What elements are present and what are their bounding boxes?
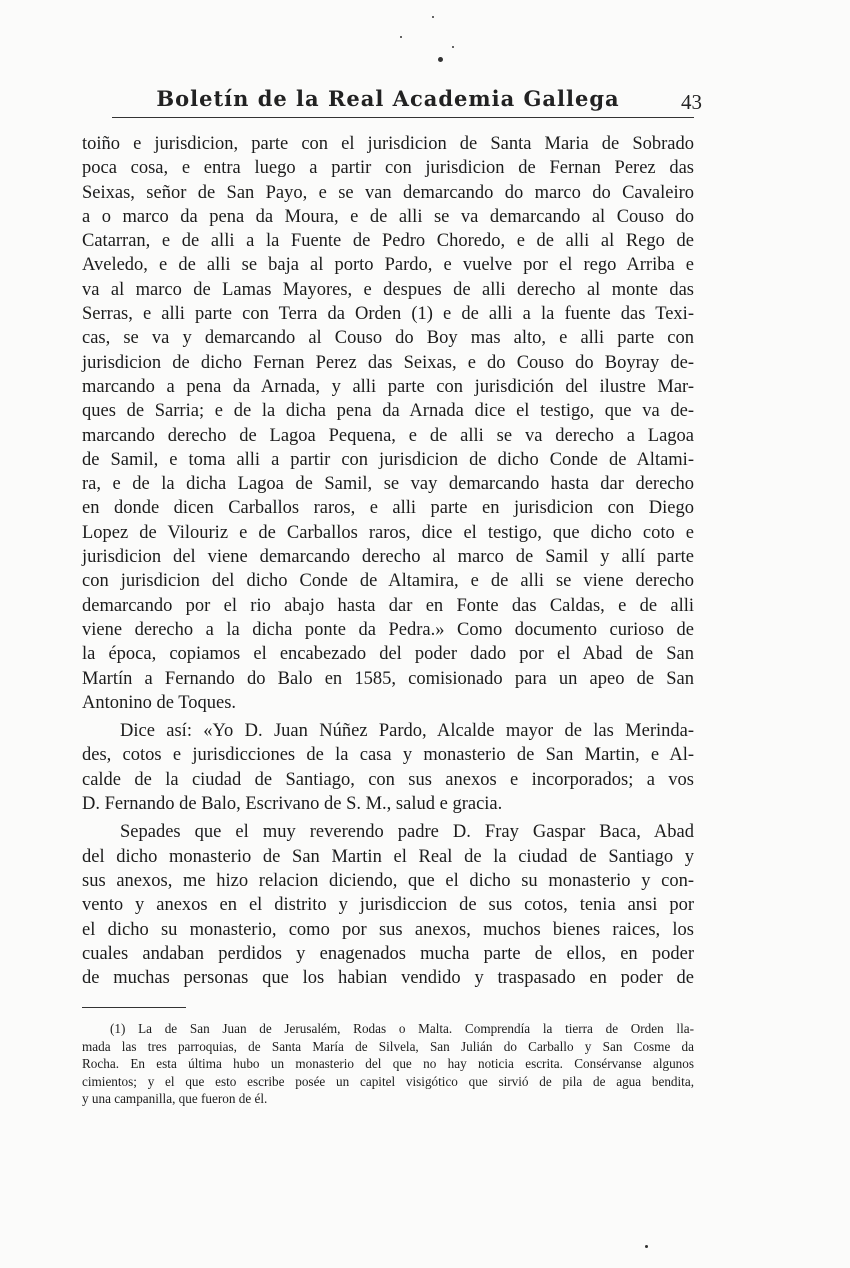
text-line: marcando derecho de Lagoa Pequena, e de alli se va derecho a Lagoa: [82, 425, 694, 446]
footnote-line: cimientos; y el que esto escribe posée un capitel visigótico que sirvió de pila de agua bendita,: [82, 1073, 694, 1089]
text-line: Sepades que el muy reverendo padre D. Fray Gaspar Baca, Abad: [120, 822, 694, 843]
text-line: cas, se va y demarcando al Couso do Boy mas alto, e alli parte con: [82, 328, 694, 349]
text-line: de Samil, e toma alli a partir con jurisdicion de dicho Conde de Altami-: [82, 449, 694, 470]
header-rule: [112, 117, 694, 118]
text-line: des, cotos e jurisdicciones de la casa y monasterio de San Martin, e Al-: [82, 745, 694, 766]
footnote-line: y una campanilla, que fueron de él.: [82, 1091, 268, 1106]
text-line: demarcando por el rio abajo hasta dar en Fonte das Caldas, e de alli: [82, 595, 694, 616]
text-line: Lopez de Vilouriz e de Carballos raros, dice el testigo, que dicho coto e: [82, 522, 694, 543]
text-line: del dicho monasterio de San Martin el Real de la ciudad de Santiago y: [82, 846, 694, 867]
scan-speck: [432, 16, 434, 18]
text-line: sus anexos, me hizo relacion diciendo, que el dicho su monasterio y con-: [82, 870, 694, 891]
text-line: va al marco de Lamas Mayores, e despues de alli derecho al monte das: [82, 279, 694, 300]
text-line: jurisdicion del viene demarcando derecho al marco de Samil y allí parte: [82, 547, 694, 568]
footnotes: [82, 1020, 694, 1108]
footnote-line: Rocha. En esta última hubo un monasterio del que no hay noticia escrita. Consérvanse algunos: [82, 1056, 694, 1071]
scan-speck: [438, 57, 443, 62]
text-line: toiño e jurisdicion, parte con el jurisdicion de Santa Maria de Sobrado: [82, 134, 694, 154]
journal-title: Boletín de la Real Academia Gallega: [156, 86, 620, 111]
footnote-rule: [82, 1007, 186, 1008]
scan-speck: [400, 36, 402, 38]
text-line: poca cosa, e entra luego a partir con jurisdicion de Fernan Perez das: [82, 158, 694, 179]
text-line: jurisdicion de dicho Fernan Perez das Seixas, e do Couso do Boyray de-: [82, 352, 694, 373]
text-line: en donde dicen Carballos raros, e alli parte en jurisdicion con Diego: [82, 498, 694, 519]
text-line: vento y anexos en el distrito y jurisdiccion de sus cotos, tenia ansi por: [82, 895, 694, 916]
running-header: [82, 78, 702, 118]
text-line: Martín a Fernando do Balo en 1585, comisionado para un apeo de San: [82, 668, 694, 689]
text-line: D. Fernando de Balo, Escrivano de S. M., salud e gracia.: [82, 794, 503, 815]
body-text: [82, 132, 694, 990]
text-line: Seixas, señor de San Payo, e se van demarcando do marco do Cavaleiro: [82, 182, 694, 203]
text-line: la época, copiamos el encabezado del poder dado por el Abad de San: [82, 644, 694, 665]
text-line: Catarran, e de alli a la Fuente de Pedro Choredo, e de alli al Rego de: [82, 231, 694, 252]
text-line: de muchas personas que los habian vendido y traspasado en poder de: [82, 968, 694, 989]
page-number: 43: [681, 90, 702, 114]
text-line: calde de la ciudad de Santiago, con sus anexos e incorporados; a vos: [82, 769, 694, 790]
text-line: cuales andaban perdidos y enagenados mucha parte de ellos, en poder: [82, 943, 694, 964]
text-line: Dice así: «Yo D. Juan Núñez Pardo, Alcalde mayor de las Merinda-: [120, 721, 694, 742]
text-line: Serras, e alli parte con Terra da Orden (1) e de alli a la fuente das Texi-: [82, 304, 694, 325]
footnote-line: (1) La de San Juan de Jerusalém, Rodas o Malta. Comprendía la tierra de Orden lla-: [110, 1021, 694, 1036]
footnote-line: mada las tres parroquias, de Santa María de Silvela, San Julián do Carballo y San Cosme da: [82, 1038, 694, 1054]
text-line: a o marco da pena da Moura, e de alli se va demarcando al Couso do: [82, 206, 694, 227]
text-line: con jurisdicion del dicho Conde de Altamira, e de alli se viene derecho: [82, 571, 694, 592]
text-line: ra, e de la dicha Lagoa de Samil, se vay demarcando hasta dar derecho: [82, 474, 694, 495]
text-line: ques de Sarria; e de la dicha pena da Arnada dice el testigo, que va de-: [82, 401, 694, 422]
text-line: viene derecho a la dicha ponte da Pedra.» Como documento curioso de: [82, 619, 694, 640]
text-line: marcando a pena da Arnada, y alli parte con jurisdición del ilustre Mar-: [82, 376, 694, 397]
text-line: el dicho su monasterio, como por sus anexos, muchos bienes raices, los: [82, 919, 694, 940]
scan-speck: [645, 1245, 648, 1248]
text-line: Antonino de Toques.: [82, 692, 237, 713]
scan-speck: [452, 46, 454, 48]
text-line: Aveledo, e de alli se baja al porto Pardo, e vuelve por el rego Arriba e: [82, 255, 694, 276]
